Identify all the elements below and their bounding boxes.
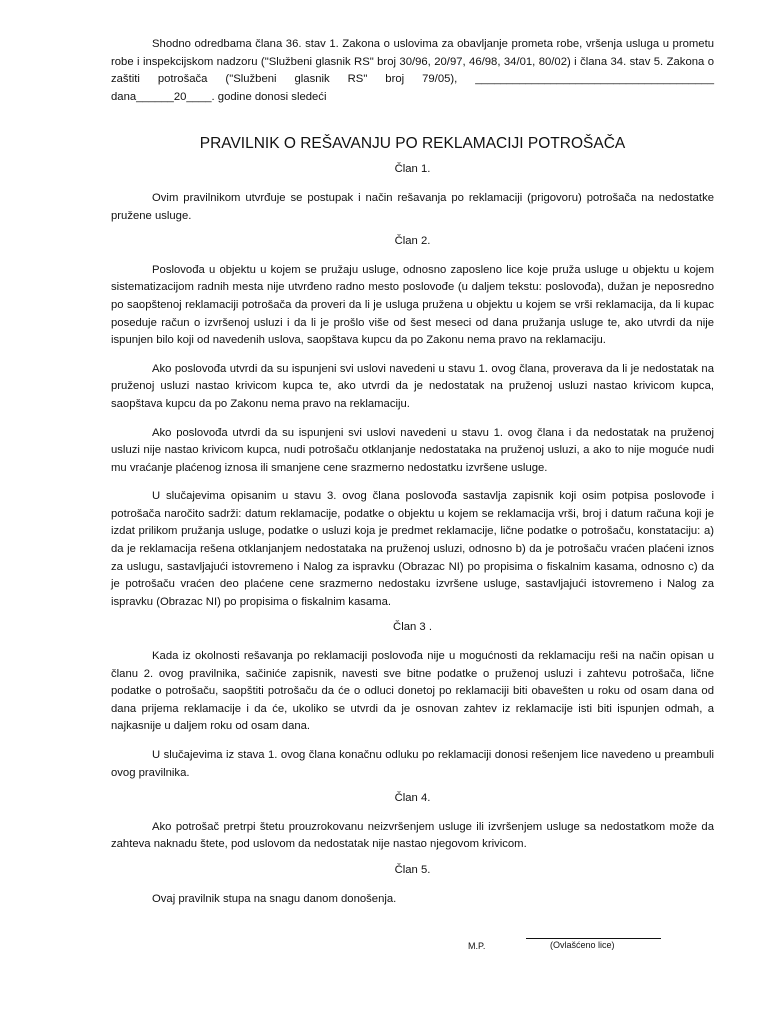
article-paragraph: Ovim pravilnikom utvrđuje se postupak i način rešavanja po reklamaciji (prigovoru) potrošača na nedostatke pružene usluge. bbox=[111, 191, 714, 222]
article-paragraph: U slučajevima opisanim u stavu 3. ovog člana poslovođa sastavlja zapisnik koji osim potpisa poslovođe i potrošača naročito sadrži: datum reklamacije, podatke o objektu u kojem se reklamacija vrši, broj i datum računa koji je izdat prilikom pružanja usluge, podatke o usluzi koja je predmet reklamacije, lične podatke o potrošaču, konstataciju: a) da je reklamacija rešena otklanjanjem nedostataka na pruženoj usluzi, odnosno b) da je potrošaču vraćen plaćeni iznos za uslugu, sastavljajući istovremeno i Nalog za ispravku (Obrazac NI) po propisima o fiskalnim kasama, odnosno c) da je potrošaču vraćen deo plaćene cene srazmerno nedostaku izvršene usluge, sastavljajući istovremeno i Nalog za ispravku (Obrazac NI) po propisima o fiskalnim kasama. bbox=[111, 490, 714, 608]
article-paragraph: Poslovođa u objektu u kojem se pružaju usluge, odnosno zaposleno lice koje pruža usluge u objektu u kojem sistematizacijom radnih mesta nije utvrđeno radno mesto poslovođe (u daljem tekstu: poslovođa), dužan je neposredno po saopštenoj reklamaciji potrošača da proveri da li je usluga pružena u objektu u kojem se vrši reklamacija, da li kupac poseduje račun o izvršenoj usluzi i da li je prošlo više od šest meseci od dana pružanja usluge te, ako utvrdi da nije ispunjen bilo koji od navedenih uslova, saopštava kupcu da po Zakonu nema pravo na reklamaciju. bbox=[111, 263, 714, 347]
article-heading: Član 1. bbox=[394, 163, 431, 176]
signature-block bbox=[468, 936, 668, 956]
preamble: Shodno odredbama člana 36. stav 1. Zakona o uslovima za obavljanje prometa robe, vršenja usluga u prometu robe i inspekcijskom nadzoru ("Službeni glasnik RS" broj 30/96, 20/97, 46/98, 34/01, 80/02) i člana 34. stav 5. Zakona o zaštiti potrošača ("Službeni glasnik RS" broj 79/05), ______________________________________ dana______20____. godine donosi sledeći bbox=[111, 38, 714, 103]
article-heading: Član 3 . bbox=[393, 621, 432, 634]
article-paragraph: Ako poslovođa utvrdi da su ispunjeni svi uslovi navedeni u stavu 1. ovog člana, proverava da li je nedostatak na pruženoj usluzi nastao krivicom kupca te, ako utvrdi da je nedostatak na pruženoj usluzi nastao krivicom kupca, saopštava kupcu da po Zakonu nema pravo na reklamaciju. bbox=[111, 362, 714, 410]
article-paragraph: Ovaj pravilnik stupa na snagu danom donošenja. bbox=[152, 892, 397, 905]
article-heading: Član 2. bbox=[394, 235, 431, 248]
document-title: PRAVILNIK O REŠAVANJU PO REKLAMACIJI POTROŠAČA bbox=[199, 135, 626, 153]
article-paragraph: U slučajevima iz stava 1. ovog člana konačnu odluku po reklamaciji donosi rešenjem lice navedeno u preambuli ovog pravilnika. bbox=[111, 749, 714, 779]
document-page bbox=[111, 36, 714, 908]
article-heading: Član 4. bbox=[394, 792, 431, 805]
article-paragraph: Kada iz okolnosti rešavanja po reklamaciji poslovođa nije u mogućnosti da reklamaciju reši na način opisan u članu 2. ovog pravilnika, sačiniće zapisnik, navesti sve bitne podatke o pruženoj usluzi i zahtevu potrošača, lične podatke o potrošaču, saopštiti potrošaču da će o odluci donetoj po reklamaciji biti obavešten u roku od osam dana od dana prijema reklamacije i da će, ukoliko se utvrdi da je osnovan zahtev iz reklamacije isti biti ispunjen odmah, a najkasnije u daljem roku od osam dana. bbox=[111, 650, 714, 733]
article-paragraph: Ako poslovođa utvrdi da su ispunjeni svi uslovi navedeni u stavu 1. ovog člana i da nedostatak na pruženoj usluzi nije nastao krivicom kupca, nudi potrošaču otklanjanje nedostataka na pruženoj usluzi, a ako to nije moguće nudi mu vraćanje plaćenog iznosa ili smanjene cene srazmerno nedostatku izvršene usluge. bbox=[111, 426, 714, 474]
signature-line bbox=[526, 938, 661, 939]
article-heading: Član 5. bbox=[394, 863, 431, 876]
stamp-label: M.P. bbox=[468, 941, 486, 951]
signer-label: (Ovlašćeno lice) bbox=[550, 940, 615, 950]
article-paragraph: Ako potrošač pretrpi štetu prouzrokovanu neizvršenjem usluge ili izvršenjem usluge sa nedostatkom može da zahteva naknadu štete, pod uslovom da nedostatak nije nastao njegovom krivicom. bbox=[111, 820, 714, 851]
